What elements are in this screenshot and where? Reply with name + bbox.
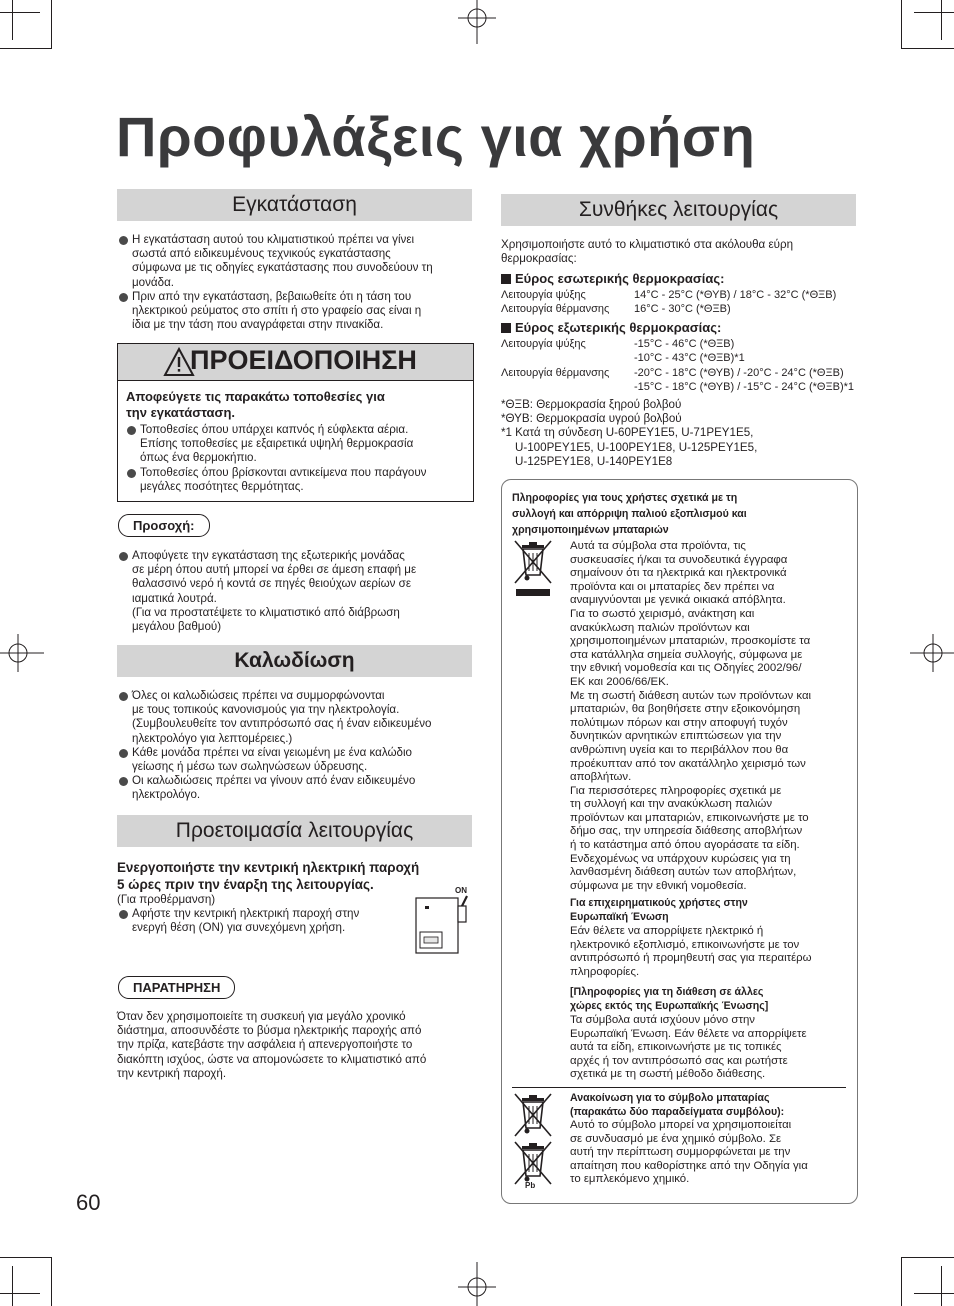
power-switch-icon xyxy=(412,894,472,956)
caution-label: Προσοχή: xyxy=(118,514,210,537)
battery-bin-icon xyxy=(513,1092,553,1138)
prep-lead: Ενεργοποιήστε την κεντρική ηλεκτρική παροχή 5 ώρες πριν την έναρξη της λειτουργίας. xyxy=(117,860,420,892)
install-bullet: Πριν από την εγκατάσταση, βεβαιωθείτε ότι η τάση του ηλεκτρικού ρεύματος στο σπίτι ή στο γραφείο σας είναι η ίδια με την τάση που αναγράφεται στην πινακίδα. xyxy=(118,290,472,333)
disposal-info-box xyxy=(501,479,858,1204)
note-text: Όταν δεν χρησιμοποιείτε τη συσκευή για μεγάλο χρονικό διάστημα, αποσυνδέστε το βύσμα ηλεκτρικής παροχής από την πρίζα, κατεβάστε την ασφάλεια ή απενεργοποιήστε το διακόπτη ισχύος, ώστε να απομονώσετε το κλιματιστικό από την κεντρική παροχή. xyxy=(117,1010,427,1080)
wiring-bullet: Κάθε μονάδα πρέπει να είναι γειωμένη με ένα καλώδιο γείωσης ή μέσω των σωληνώσεων ύδρευσης. xyxy=(118,746,472,774)
conditions-footnotes: *ΘΞΒ: Θερμοκρασία ξηρού βολβού *ΘΥΒ: Θερμοκρασία υγρού βολβού *1 Κατά τη σύνδεση U-60PEY1E5, U-71PEY1E5, U-100PEY1E5, U-100PEY1E8, U-125PEY1E5, U-125PEY1E8, U-140PEY1E8 xyxy=(501,398,758,468)
install-bullet: Η εγκατάσταση αυτού του κλιματιστικού πρέπει να γίνει σωστά από ειδικευμένους τεχνικούς εγκατάστασης σύμφωνα με τις οδηγίες εγκατάστασης που συνοδεύουν τη μονάδα. xyxy=(118,233,472,290)
registration-mark-top xyxy=(452,0,502,44)
biz-body: Εάν θέλετε να απορρίψετε ηλεκτρικό ή ηλεκτρονικό εξοπλισμό, επικοινωνήστε με τον αντιπρόσωπό ή προμηθευτή σας για περαιτέρω πληροφορίες. xyxy=(570,925,812,978)
page-title: Προφυλάξεις για χρήση xyxy=(116,105,756,168)
outdoor-row-label: Λειτουργία θέρμανσης xyxy=(501,367,610,379)
battery-body: Αυτό το σύμβολο μπορεί να χρησιμοποιείται σε συνδυασμό με ένα χημικό σύμβολο. Σε αυτή την περίπτωση συμμορφώνεται με την απαίτηση που καθορίστηκε από την Οδηγία για το εμπλεκόμενο χημικό. xyxy=(570,1119,808,1186)
note-label: ΠΑΡΑΤΗΡΗΣΗ xyxy=(118,976,235,999)
non-eu-body: Τα σύμβολα αυτά ισχύουν μόνο στην Ευρωπαϊκή Ένωση. Εάν θέλετε να απορρίψετε αυτά τα είδη, επικοινωνήστε με τις τοπικές αρχές ή τον αντιπρόσωπό σας και ρωτήστε σχετικά με τη σωστή μέθοδο διάθεσης. xyxy=(570,1014,807,1081)
warning-bullet: Τοποθεσίες όπου υπάρχει καπνός ή εύφλεκτα αέρια. Επίσης τοποθεσίες με εξαιρετικά υψηλή θερμοκρασία όπως ένα θερμοκήπιο. xyxy=(126,423,468,466)
install-bullets xyxy=(118,233,472,332)
conditions-intro: Χρησιμοποιήστε αυτό το κλιματιστικό στα ακόλουθα εύρη θερμοκρασίας: xyxy=(501,238,794,266)
disposal-body: Αυτά τα σύμβολα στα προϊόντα, τις συσκευασίες ή/και τα συνοδευτικά έγγραφα σημαίνουν ότι τα ηλεκτρικά και ηλεκτρονικά προϊόντα και οι μπαταρίες δεν πρέπει να αναμιγνύονται με γενικά οικιακά απόβλητα. Για το σωστό χειρισμό, ανάκτηση και ανακύκλωση παλιών προϊόντων και χρησιμοποιημένων μπαταριών, προσκομίστε τα στα κατάλληλα σημεία συλλογής, σύμφωνα με την εθνική νομοθεσία και τις Οδηγίες 2002/96/ ΕΚ και 2006/66/ΕΚ. Με τη σωστή διάθεση αυτών των προϊόντων και μπαταριών, θα βοηθήσετε στην εξοικονόμηση πολύτιμων πόρων και στην αποφυγή τυχόν δυνητικών αρνητικών επιπτώσεων για την ανθρώπινη υγεία και το περιβάλλον που θα προέκυπταν από τον ακατάλληλο χειρισμό των αποβλήτων. Για περισσότερες πληροφορίες σχετικά με τη συλλογή και την ανακύκλωση παλιών προϊόντων και μπαταριών, επικοινωνήστε με το δήμο σας, την υπηρεσία διάθεσης αποβλήτων ή το κατάστημα από όπου αγοράσατε τα είδη. Ενδεχομένως να υπάρχουν κυρώσεις για τη λανθασμένη διάθεση αυτών των αποβλήτων, σύμφωνα με την εθνική νομοθεσία. xyxy=(570,540,812,892)
battery-pb-bin-icon xyxy=(513,1140,553,1186)
pb-label: Pb xyxy=(525,1181,536,1190)
warning-title: ΠΡΟΕΙΔΟΠΟΙΗΣΗ xyxy=(190,345,417,375)
warning-lead: Αποφεύγετε τις παρακάτω τοποθεσίες για την εγκατάσταση. xyxy=(126,389,385,420)
indoor-row-value: 16°C - 30°C (*ΘΞΒ) xyxy=(634,303,731,315)
outdoor-row-value: -20°C - 18°C (*ΘΥΒ) / -20°C - 24°C (*ΘΞΒ) xyxy=(634,367,844,379)
indoor-row-value: 14°C - 25°C (*ΘΥΒ) / 18°C - 32°C (*ΘΞΒ) xyxy=(634,289,837,301)
registration-mark-bottom xyxy=(452,1262,502,1306)
install-heading: Εγκατάσταση xyxy=(117,189,472,221)
wiring-bullet: Οι καλωδιώσεις πρέπει να γίνουν από έναν ειδικευμένο ηλεκτρολόγο. xyxy=(118,774,472,802)
switch-on-label: ON xyxy=(455,886,467,895)
outdoor-range-title: Εύρος εξωτερικής θερμοκρασίας: xyxy=(501,320,721,335)
non-eu-title: [Πληροφορίες για τη διάθεση σε άλλες χώρες εκτός της Ευρωπαϊκής Ένωσης] xyxy=(570,986,769,1012)
crossed-bin-icon xyxy=(513,539,553,597)
indoor-range-title: Εύρος εσωτερικής θερμοκρασίας: xyxy=(501,271,724,286)
indoor-row-label: Λειτουργία θέρμανσης xyxy=(501,303,610,315)
prep-heading: Προετοιμασία λειτουργίας xyxy=(117,815,472,847)
prep-bullet: Αφήστε την κεντρική ηλεκτρική παροχή στην ενεργή θέση (ON) για συνεχόμενη χρήση. xyxy=(118,907,398,935)
conditions-heading: Συνθήκες λειτουργίας xyxy=(501,194,856,226)
biz-title: Για επιχειρηματικούς χρήστες στην Ευρωπαϊκή Ένωση xyxy=(570,897,748,923)
indoor-row-label: Λειτουργία ψύξης xyxy=(501,289,586,301)
wiring-bullets xyxy=(118,689,472,803)
outdoor-row-value: -15°C - 46°C (*ΘΞΒ) xyxy=(634,338,735,350)
wiring-bullet: Όλες οι καλωδιώσεις πρέπει να συμμορφώνονται με τους τοπικούς κανονισμούς για την ηλεκτρολογία. (Συμβουλευθείτε τον αντιπρόσωπό σας ή έναν ειδικευμένο ηλεκτρολόγο για λεπτομέρειες.) xyxy=(118,689,472,746)
divider xyxy=(512,1087,846,1088)
warning-box xyxy=(117,343,474,502)
warning-bullets xyxy=(126,423,468,494)
warning-bullet: Τοποθεσίες όπου βρίσκονται αντικείμενα που παράγουν μεγάλες ποσότητες θερμότητας. xyxy=(126,466,468,494)
registration-mark-right xyxy=(910,628,954,678)
prep-sub: (Για προθέρμανση) xyxy=(117,893,216,906)
wiring-heading: Καλωδίωση xyxy=(117,645,472,677)
outdoor-row-label: Λειτουργία ψύξης xyxy=(501,338,586,350)
registration-mark-left xyxy=(0,628,44,678)
outdoor-row-value: -10°C - 43°C (*ΘΞΒ)*1 xyxy=(634,352,745,364)
caution-bullet: Αποφύγετε την εγκατάσταση της εξωτερικής μονάδας σε μέρη όπου αυτή μπορεί να έρθει σε άμεση επαφή με θαλασσινό νερό ή κοντά σε πηγές θειούχων αερίων σε ιαματικά λουτρά. (Για να προστατέψετε το κλιματιστικό από διάβρωση μεγάλου βαθμού) xyxy=(118,549,472,634)
page-number: 60 xyxy=(76,1190,101,1215)
outdoor-row-value: -15°C - 18°C (*ΘΥΒ) / -15°C - 24°C (*ΘΞΒ)*1 xyxy=(634,381,854,393)
battery-title: Ανακοίνωση για το σύμβολο μπαταρίας (παρακάτω δύο παραδείγματα συμβόλου): xyxy=(570,1092,785,1118)
disposal-title: Πληροφορίες για τους χρήστες σχετικά με τη συλλογή και απόρριψη παλιού εξοπλισμού και χρησιμοποιημένων μπαταριών xyxy=(512,492,747,536)
warning-header xyxy=(118,344,473,381)
